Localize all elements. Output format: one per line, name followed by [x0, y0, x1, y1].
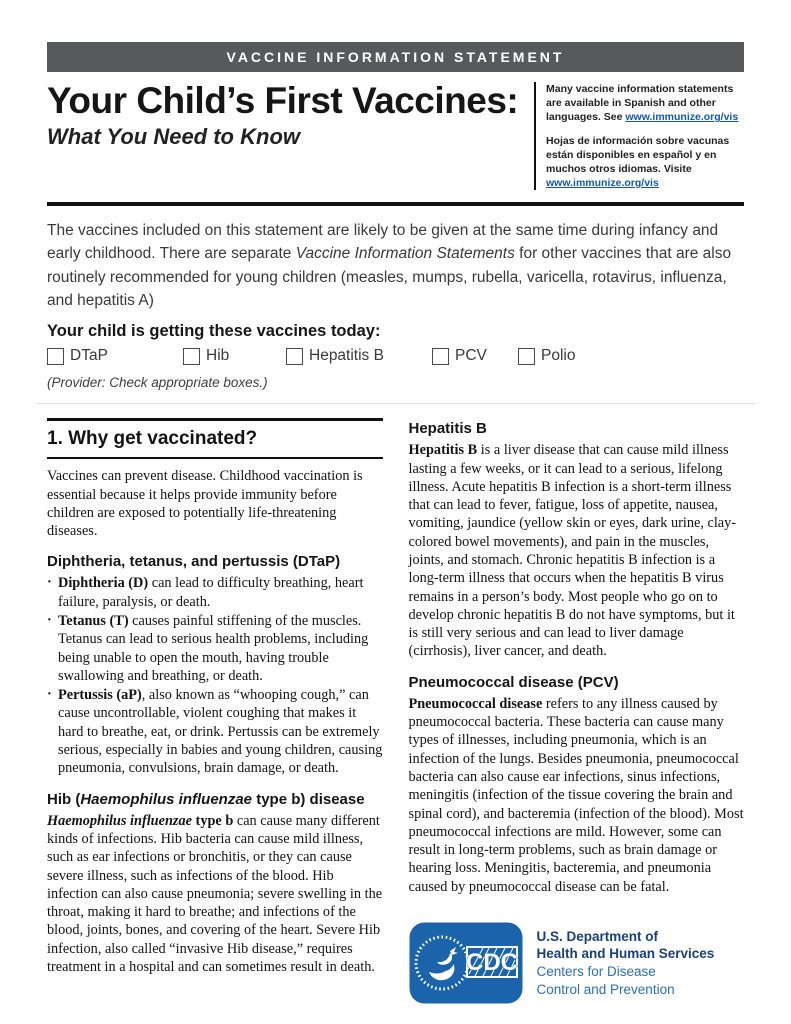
hepb-paragraph: [409, 441, 745, 661]
checkbox-pcv[interactable]: [432, 348, 449, 365]
cdc-name-line1: Centers for Disease: [536, 964, 656, 980]
left-column: [47, 418, 383, 1004]
checkbox-item-hepatitis-b[interactable]: [286, 347, 432, 365]
dtap-bullet-tetanus-text: causes painful stiffening of the muscles. Tetanus can lead to serious health problems, including being unable to open the mouth, having trouble swallowing and breathing, or death.: [58, 612, 369, 684]
cdc-name-line2: Control and Prevention: [536, 981, 675, 997]
section1-heading: 1. Why get vaccinated?: [47, 418, 383, 459]
hib-lead-italic: Haemophilus influenzae: [47, 812, 192, 829]
language-note-spanish: [546, 134, 744, 191]
intro-part1: The vaccines included on this statement are likely to be given at the same time during infancy and early childhood. There are separate: [47, 222, 719, 263]
vaccines-today-heading: Your child is getting these vaccines today:: [47, 322, 381, 341]
two-column-body: [47, 418, 744, 1004]
dtap-bullet-pertussis-text: , also known as “whooping cough,” can cause uncontrollable, violent coughing that makes it hard to breathe, eat, or drink. Pertussis can be extremely serious, especially in babies and young children, causing pneumonia, convulsions, brain damage, or death.: [58, 687, 383, 777]
hepb-heading: Hepatitis B: [408, 420, 487, 438]
checkbox-label-hib: Hib: [206, 347, 230, 365]
checkbox-hib[interactable]: [183, 348, 200, 365]
dtap-bullet-diphtheria: [47, 574, 383, 611]
cdc-hhs-logo-block: [409, 922, 745, 1004]
section1-intro: [47, 467, 383, 540]
pcv-heading: Pneumococcal disease (PCV): [408, 673, 619, 691]
dtap-bullet-tetanus-lead: Tetanus (T): [58, 612, 129, 629]
page-subtitle: What You Need to Know: [47, 123, 300, 149]
checkbox-polio[interactable]: [518, 348, 535, 365]
pcv-paragraph: [409, 695, 745, 896]
checkbox-hepatitis-b[interactable]: [286, 348, 303, 365]
dtap-bullet-list: [47, 574, 383, 777]
vis-banner: [47, 42, 744, 72]
checkbox-label-dtap: DTaP: [70, 347, 108, 365]
intro-part2: for other vaccines that are also routinely recommended for young children (measles, mumps, rubella, varicella, rotavirus, influenza, and hepatitis A): [47, 245, 732, 309]
pcv-text: refers to any illness caused by pneumococcal bacteria. These bacteria can cause many types of illnesses, including pneumonia, which is an infection of the lungs. Besides pneumonia, pneumococcal bacteria can also cause ear infections, sinus infections, meningitis (infection of the tissue covering the brain and spinal cord), and bacteremia (infection of the blood). Most pneumococcal infections are mild. However, some can result in long-term problems, such as brain damage or hearing loss. Meningitis, bacteremia, and pneumonia caused by pneumococcal disease can be fatal.: [408, 695, 744, 895]
hib-heading-prefix: Hib (: [47, 790, 81, 808]
hhs-dept-line2: Health and Human Services: [536, 946, 715, 962]
title-block: [47, 82, 522, 190]
language-info-box: [534, 82, 744, 190]
hib-heading-suffix: type b) disease: [252, 790, 365, 808]
immunize-link-english[interactable]: www.immunize.org/vis: [625, 111, 739, 124]
checkbox-label-pcv: PCV: [455, 347, 487, 365]
dtap-bullet-pertussis-lead: Pertussis (aP): [58, 687, 142, 704]
page-title: Your Child’s First Vaccines:: [47, 80, 519, 121]
hib-heading-italic: Haemophilus influenzae: [80, 790, 253, 808]
cdc-hhs-logo-text: [537, 928, 715, 998]
hepb-lead: Hepatitis B: [408, 442, 478, 459]
section1-intro-text: Vaccines can prevent disease. Childhood vaccination is essential because it helps provide immunity before children are exposed to potentially life-threatening diseases.: [47, 468, 363, 540]
hhs-dept-line1: U.S. Department of: [536, 928, 659, 944]
checkbox-label-polio: Polio: [541, 347, 576, 365]
language-note-spanish-text: Hojas de información sobre vacunas están disponibles en español y en muchos otros idiomas. Visite: [546, 134, 730, 175]
hepb-text: is a liver disease that can cause mild illness lasting a few weeks, or it can lead to a serious, lifelong illness. Acute hepatitis B infection is a short-term illness that can lead to fever, fatigue, loss of appetite, nausea, vomiting, jaundice (yellow skin or eyes, dark urine, clay-colored bowel movements), and pain in the muscles, joints, and stomach. Chronic hepatitis B infection is a long-term illness that occurs when the hepatitis B virus remains in a person’s body. Most people who go on to develop chronic hepatitis B do not have symptoms, but it is still very serious and can lead to liver damage (cirrhosis), liver cancer, and death.: [408, 442, 737, 660]
intro-italic: Vaccine Information Statements: [295, 245, 515, 263]
dtap-bullet-diphtheria-lead: Diphtheria (D): [58, 575, 149, 592]
dtap-heading: Diphtheria, tetanus, and pertussis (DTaP): [47, 553, 341, 571]
dtap-bullet-diphtheria-text: can lead to difficulty breathing, heart failure, paralysis, or death.: [58, 575, 364, 610]
hib-text: can cause many different kinds of infections. Hib bacteria can cause mild illness, such as ear infections or bronchitis, or they can cause severe illness, such as infections of the blood. Hib infection can also cause pneumonia; severe swelling in the throat, making it hard to breathe; and infections of the blood, joints, bones, and covering of the heart. Severe Hib infection, also called “invasive Hib disease,” requires treatment in a hospital and can sometimes result in death.: [47, 812, 383, 976]
checkbox-dtap[interactable]: [47, 348, 64, 365]
provider-note: (Provider: Check appropriate boxes.): [47, 375, 268, 391]
pcv-lead: Pneumococcal disease: [408, 695, 543, 712]
language-note-english-text: Many vaccine information statements are available in Spanish and other languages. See: [546, 83, 734, 124]
cdc-acronym-text: CDC: [465, 949, 518, 977]
checkbox-item-dtap[interactable]: [47, 347, 183, 365]
checkbox-item-polio[interactable]: [518, 347, 575, 365]
hib-lead-bold: type b: [191, 812, 234, 829]
intro-paragraph: [47, 219, 744, 312]
vis-banner-title: VACCINE INFORMATION STATEMENT: [226, 49, 565, 65]
cdc-hhs-logo-icon: [409, 922, 523, 1004]
dtap-bullet-pertussis: [47, 686, 383, 777]
checkbox-label-hepatitis-b: Hepatitis B: [309, 347, 384, 365]
section-divider: [35, 403, 756, 404]
hib-paragraph: [47, 812, 383, 977]
hib-heading: [47, 791, 383, 809]
right-column: [409, 418, 745, 1004]
checkbox-item-hib[interactable]: [183, 347, 286, 365]
immunize-link-spanish[interactable]: www.immunize.org/vis: [546, 177, 659, 190]
vaccine-checkbox-row: [47, 347, 744, 365]
document-header: [47, 72, 744, 206]
checkbox-item-pcv[interactable]: [432, 347, 518, 365]
language-note-english: [546, 82, 744, 125]
dtap-bullet-tetanus: [47, 612, 383, 685]
